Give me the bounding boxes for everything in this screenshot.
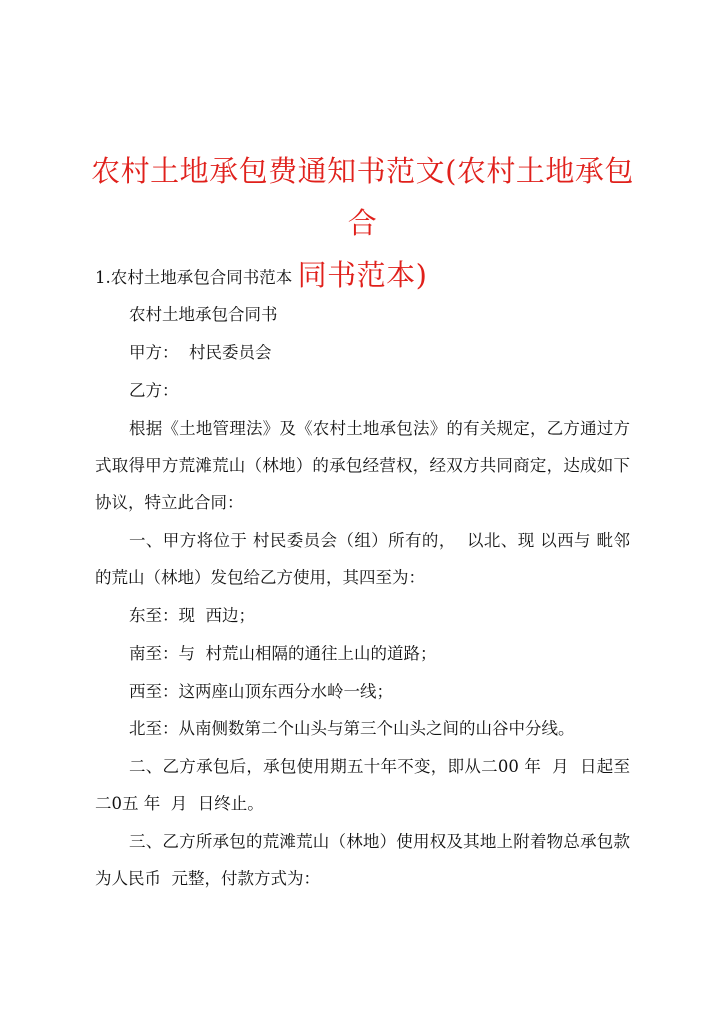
boundary-east: 东至：现 西边； bbox=[129, 606, 255, 625]
section-heading: 1.农村土地承包合同书范本 bbox=[95, 268, 293, 287]
clause-2: 二、乙方承包后，承包使用期五十年不变，即从二00 年 月 日起至二0五 年 月 日终止。 bbox=[95, 757, 630, 813]
title-line-1: 农村土地承包费通知书范文(农村土地承包合 bbox=[91, 154, 634, 240]
intro-paragraph: 根据《土地管理法》及《农村土地承包法》的有关规定，乙方通过方式取得甲方荒滩荒山（林地）的承包经营权，经双方共同商定，达成如下协议，特立此合同： bbox=[95, 419, 630, 512]
title-line-2: 同书范本) bbox=[297, 258, 428, 292]
party-a: 甲方： 村民委员会 bbox=[129, 343, 272, 362]
boundary-west: 西至：这两座山顶东西分水岭一线； bbox=[129, 682, 393, 701]
boundary-north: 北至：从南侧数第二个山头与第三个山头之间的山谷中分线。 bbox=[129, 719, 575, 738]
party-b: 乙方： bbox=[129, 381, 179, 400]
clause-1: 一、甲方将位于 村民委员会（组）所有的， 以北、现 以西与 毗邻的荒山（林地）发包给乙方使用，其四至为： bbox=[95, 531, 630, 587]
boundary-south: 南至：与 村荒山相隔的通往上山的道路； bbox=[129, 644, 437, 663]
contract-title: 农村土地承包合同书 bbox=[129, 305, 278, 324]
clause-3: 三、乙方所承包的荒滩荒山（林地）使用权及其地上附着物总承包款为人民币 元整，付款方式为： bbox=[95, 832, 630, 888]
